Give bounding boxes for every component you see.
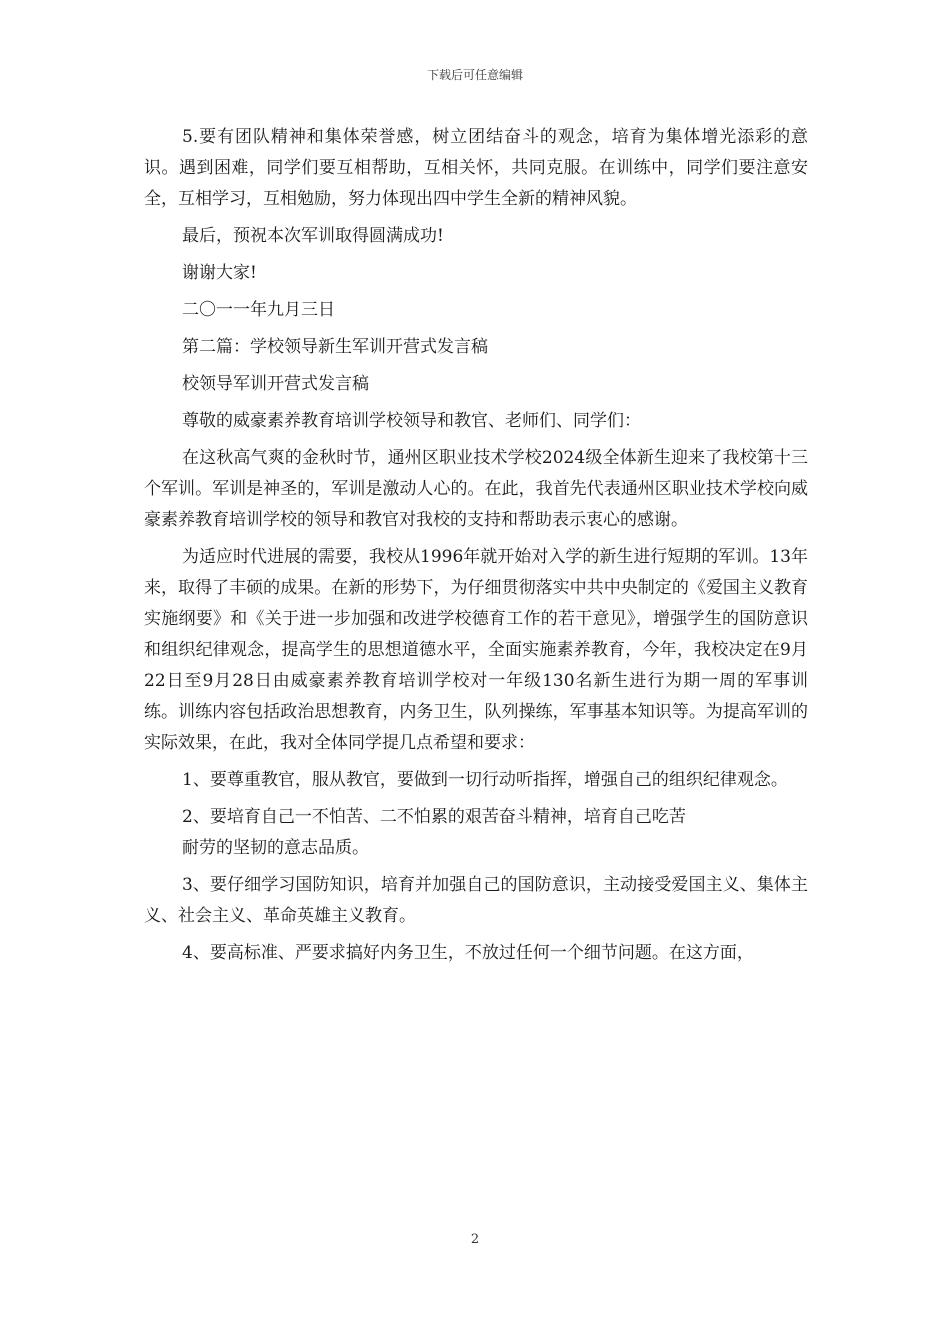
document-body bbox=[144, 122, 808, 975]
requirement-1: 1、要尊重教官，服从教官，要做到一切行动听指挥，增强自己的组织纪律观念。 bbox=[182, 770, 788, 790]
paragraph-intro: 在这秋高气爽的金秋时节，通州区职业技术学校2024级全体新生迎来了我校第十三个军训。军训是神圣的，军训是激动人心的。在此，我首先代表通州区职业技术学校向威豪素养教育培训学校的领导和教官对我校的支持和帮助表示衷心的感谢。 bbox=[144, 448, 808, 530]
speech-title: 校领导军训开营式发言稿 bbox=[182, 374, 369, 394]
requirement-3: 3、要仔细学习国防知识，培育并加强自己的国防意识，主动接受爱国主义、集体主义、社会主义、革命英雄主义教育。 bbox=[144, 875, 808, 926]
paragraph-background: 为适应时代进展的需要，我校从1996年就开始对入学的新生进行短期的军训。13年来，取得了丰硕的成果。在新的形势下，为仔细贯彻落实中共中央制定的《爱国主义教育实施纲要》和《关于进一步加强和改进学校德育工作的若干意见》，增强学生的国防意识和组织纪律观念，提高学生的思想道德水平，全面实施素养教育，今年，我校决定在9月22日至9月28日由威豪素养教育培训学校对一年级130名新生进行为期一周的军事训练。训练内容包括政治思想教育，内务卫生，队列操练，军事基本知识等。为提高军训的实际效果，在此，我对全体同学提几点希望和要求： bbox=[144, 547, 808, 753]
section-heading: 第二篇：学校领导新生军训开营式发言稿 bbox=[182, 337, 488, 357]
paragraph-thanks: 谢谢大家! bbox=[182, 263, 257, 283]
paragraph-date: 二〇一一年九月三日 bbox=[182, 300, 335, 320]
page-number: 2 bbox=[470, 1232, 480, 1247]
requirement-2-line-2: 耐劳的坚韧的意志品质。 bbox=[182, 838, 369, 858]
page-header: 下载后可任意编辑 bbox=[426, 68, 523, 82]
paragraph-closing-wish: 最后，预祝本次军训取得圆满成功! bbox=[182, 226, 444, 246]
paragraph-team-spirit: 5.要有团队精神和集体荣誉感，树立团结奋斗的观念，培育为集体增光添彩的意识。遇到困难，同学们要互相帮助，互相关怀，共同克服。在训练中，同学们要注意安全，互相学习，互相勉励，努力体现出四中学生全新的精神风貌。 bbox=[144, 127, 808, 209]
requirement-2-line-1: 2、要培育自己一不怕苦、二不怕累的艰苦奋斗精神，培育自己吃苦 bbox=[182, 807, 686, 827]
requirement-4: 4、要高标准、严要求搞好内务卫生，不放过任何一个细节问题。在这方面， bbox=[182, 943, 754, 963]
salutation: 尊敬的威豪素养教育培训学校领导和教官、老师们、同学们： bbox=[182, 411, 641, 431]
